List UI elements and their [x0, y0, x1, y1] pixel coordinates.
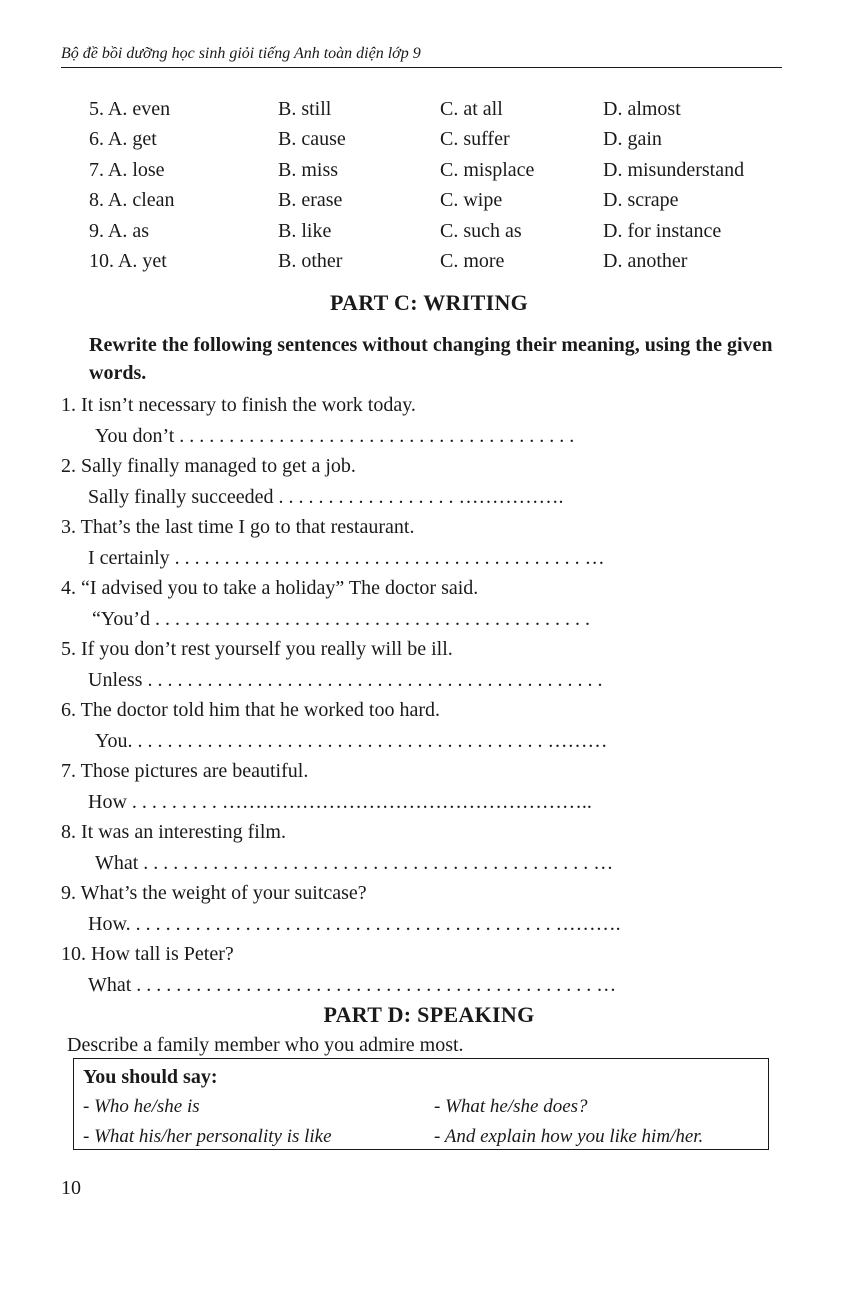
writing-question: 10. How tall is Peter?	[61, 943, 234, 965]
writing-answer-line: What . . . . . . . . . . . . . . . . . . . . . . . . . . . . . . . . . . . . . . . . . . . . . . …	[88, 973, 617, 996]
writing-section-title: PART C: WRITING	[329, 290, 529, 315]
option-d: D. gain	[603, 128, 662, 151]
option-d: D. almost	[603, 98, 681, 120]
speaking-section-title: PART D: SPEAKING	[323, 1002, 535, 1027]
option-a: 6. A. get	[89, 128, 157, 151]
option-d: D. another	[603, 249, 688, 272]
mc-row	[89, 124, 789, 154]
option-c: C. more	[440, 249, 505, 272]
writing-question: 3. That’s the last time I go to that restaurant.	[61, 516, 415, 538]
option-d: D. misunderstand	[603, 158, 745, 181]
writing-question: 8. It was an interesting film.	[61, 821, 286, 843]
option-b: B. miss	[278, 158, 339, 181]
option-b: B. erase	[278, 189, 343, 212]
option-c: C. such as	[440, 219, 522, 242]
cue-item: - Who he/she is	[83, 1096, 200, 1117]
writing-answer-line: Unless . . . . . . . . . . . . . . . . . . . . . . . . . . . . . . . . . . . . . . . . . . . . . .	[88, 668, 603, 691]
mc-row	[89, 246, 789, 276]
writing-question: 9. What’s the weight of your suitcase?	[61, 882, 367, 904]
running-header: Bộ đề bồi dưỡng học sinh giỏi tiếng Anh toàn diện lớp 9	[61, 45, 421, 62]
option-a: 8. A. clean	[89, 189, 175, 212]
writing-question: 4. “I advised you to take a holiday” The doctor said.	[61, 577, 479, 599]
header-rule	[61, 67, 782, 68]
page-number: 10	[61, 1177, 81, 1199]
cue-item: - What he/she does?	[434, 1096, 588, 1117]
option-c: C. suffer	[440, 128, 510, 151]
multiple-choice-options	[89, 94, 789, 276]
option-b: B. like	[278, 219, 332, 242]
writing-question: 1. It isn’t necessary to finish the work today.	[61, 394, 416, 416]
writing-question: 7. Those pictures are beautiful.	[61, 760, 309, 782]
option-a: 9. A. as	[89, 219, 149, 242]
writing-answer-line: How . . . . . . . . . ………………………………………………..	[88, 790, 592, 813]
cue-item: - And explain how you like him/her.	[434, 1126, 704, 1147]
option-d: D. for instance	[603, 219, 722, 242]
option-b: B. cause	[278, 128, 346, 151]
writing-question: 2. Sally finally managed to get a job.	[61, 455, 356, 477]
option-c: C. at all	[440, 98, 503, 120]
writing-question: 6. The doctor told him that he worked too hard.	[61, 699, 440, 721]
option-d: D. scrape	[603, 189, 679, 212]
option-b: B. other	[278, 249, 343, 272]
writing-answer-line: You don’t . . . . . . . . . . . . . . . . . . . . . . . . . . . . . . . . . . . . . . . .	[95, 424, 575, 447]
writing-answer-line: “You’d . . . . . . . . . . . . . . . . . . . . . . . . . . . . . . . . . . . . . . . . . . . .	[92, 607, 590, 630]
option-c: C. wipe	[440, 189, 503, 212]
writing-answer-line: Sally finally succeeded . . . . . . . . . . . . . . . . . . …………….	[88, 485, 564, 508]
option-a: 7. A. lose	[89, 158, 165, 181]
option-c: C. misplace	[440, 158, 535, 181]
writing-answer-line: How. . . . . . . . . . . . . . . . . . . . . . . . . . . . . . . . . . . . . . . . . . . ……….	[88, 912, 621, 935]
cue-card	[73, 1058, 769, 1150]
writing-answer-line: What . . . . . . . . . . . . . . . . . . . . . . . . . . . . . . . . . . . . . . . . . . . . . …	[95, 851, 614, 874]
option-a: 5. A. even	[89, 98, 171, 120]
option-a: 10. A. yet	[89, 249, 167, 272]
writing-question: 5. If you don’t rest yourself you really will be ill.	[61, 638, 453, 660]
writing-answer-line: You. . . . . . . . . . . . . . . . . . . . . . . . . . . . . . . . . . . . . . . . . . ………	[95, 729, 608, 752]
mc-row	[89, 185, 789, 215]
writing-answer-line: I certainly . . . . . . . . . . . . . . . . . . . . . . . . . . . . . . . . . . . . . . . . . …	[88, 546, 605, 569]
cue-card-title: You should say:	[83, 1066, 218, 1088]
mc-row	[89, 155, 789, 185]
speaking-prompt: Describe a family member who you admire most.	[67, 1034, 464, 1056]
writing-items	[61, 390, 781, 1000]
writing-instruction: Rewrite the following sentences without changing their meaning, using the given words.	[89, 334, 773, 384]
mc-row	[89, 216, 789, 246]
option-b: B. still	[278, 98, 332, 120]
cue-item: - What his/her personality is like	[83, 1126, 332, 1147]
mc-row	[89, 94, 789, 124]
